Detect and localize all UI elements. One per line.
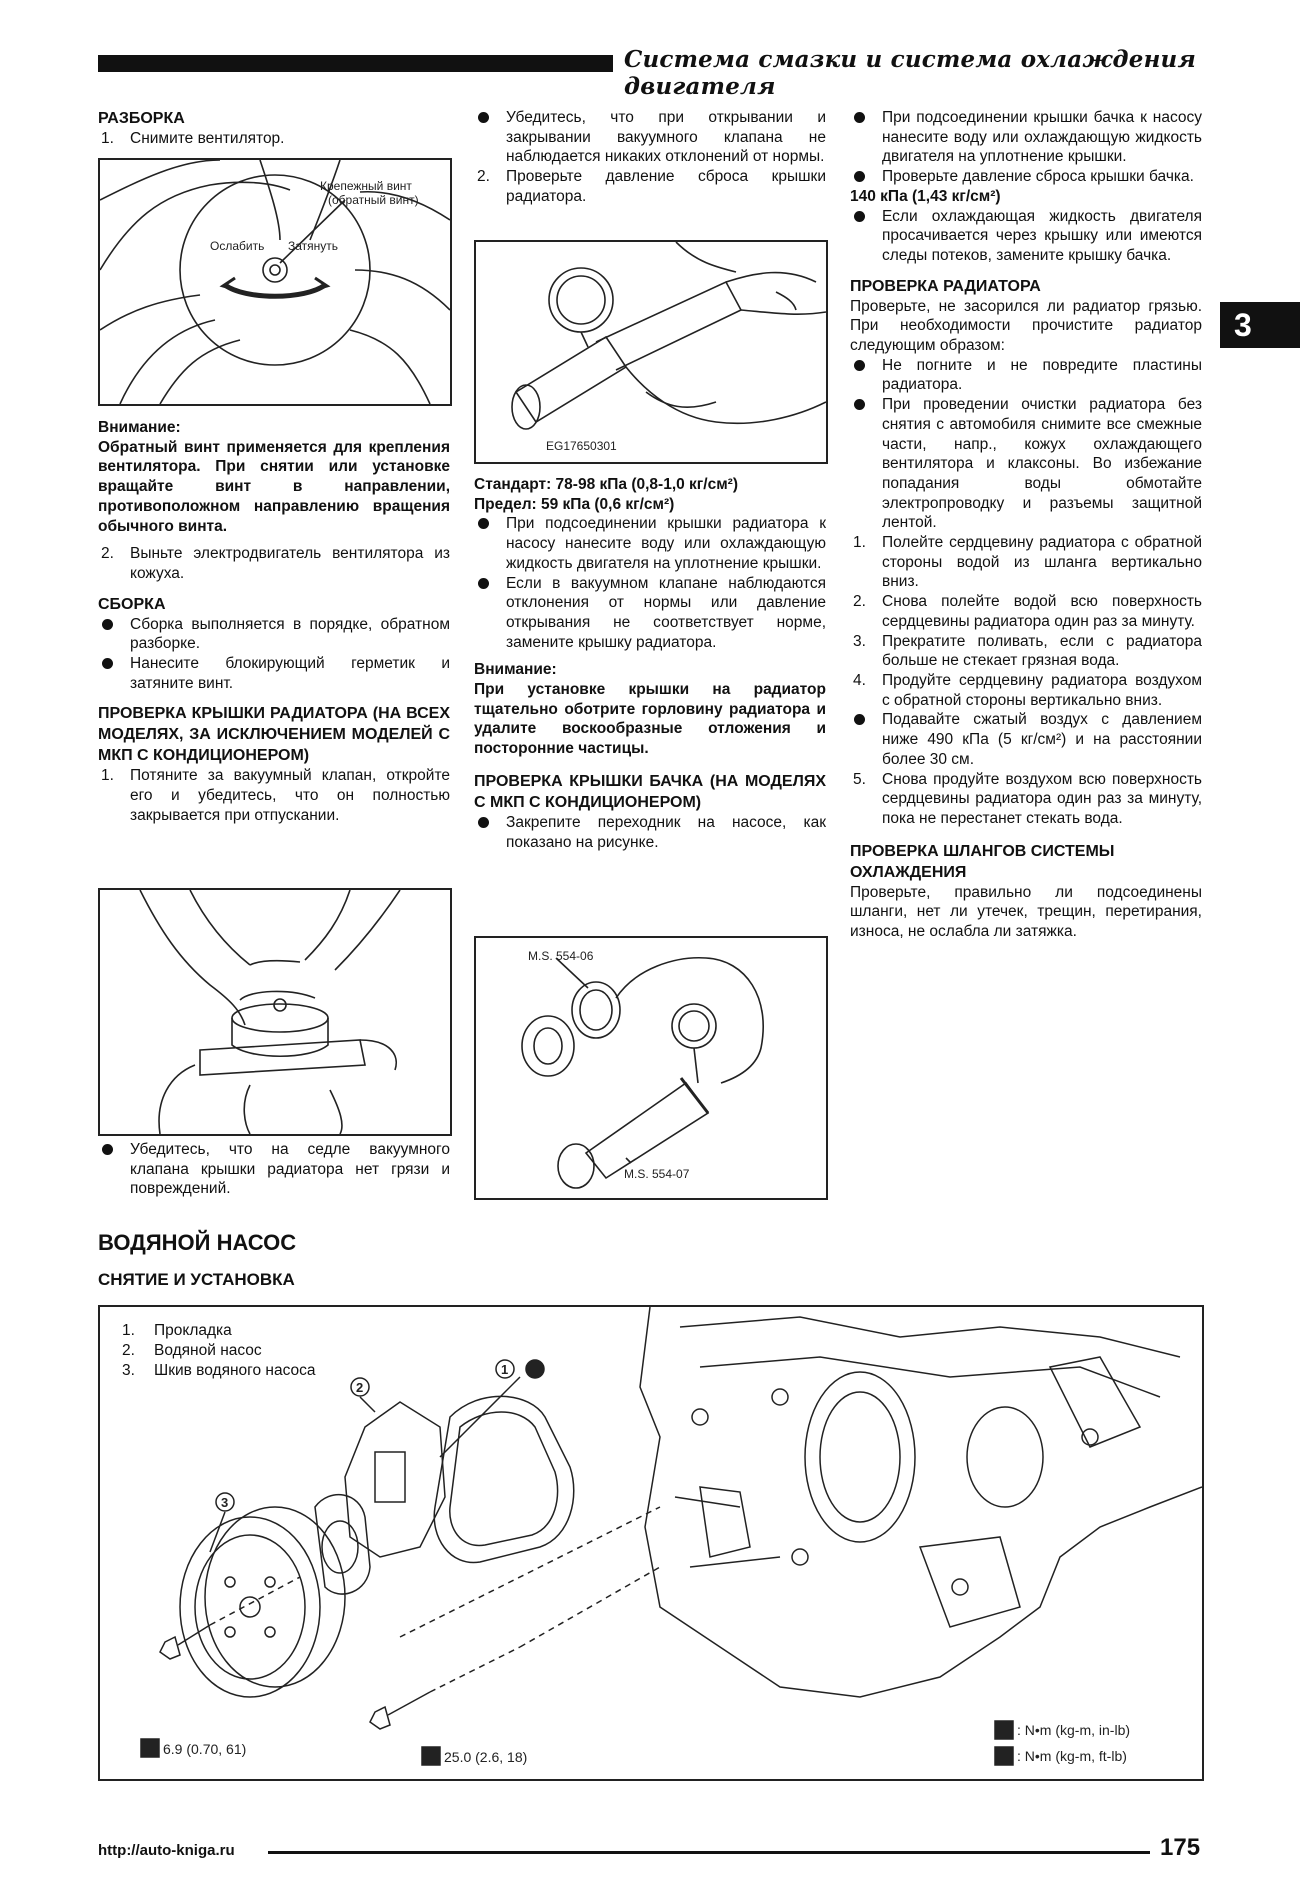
sborka-bullet-2: Нанесите блокирующий герметик и затяните винт. bbox=[98, 654, 450, 693]
section-subtitle-removal: СНЯТИЕ И УСТАНОВКА bbox=[98, 1270, 295, 1289]
label-screw-reverse: (обратный винт) bbox=[328, 193, 419, 207]
attention-2-text: При установке крышки на радиатор тщательно оботрите горловину радиатора и удалите воскообразные отложения и посторонние частицы. bbox=[474, 681, 826, 758]
step-1: 1. Снимите вентилятор. bbox=[101, 130, 285, 147]
torque-1: 6.9 (0.70, 61) bbox=[163, 1741, 247, 1757]
page-header-title: Система смазки и система охлаждения двигателя bbox=[624, 46, 1196, 100]
torque-2: 25.0 (2.6, 18) bbox=[444, 1749, 528, 1765]
tester-illustration bbox=[476, 242, 826, 462]
heading-razborka: РАЗБОРКА bbox=[98, 110, 185, 127]
heading-check-tank: ПРОВЕРКА КРЫШКИ БАЧКА (НА МОДЕЛЯХ С МКП С КОНДИЦИОНЕРОМ) bbox=[474, 772, 826, 811]
radiator-intro: Проверьте, не засорился ли радиатор грязью. При необходимости прочистите радиатор следующим образом: bbox=[850, 297, 1202, 355]
header-rule bbox=[98, 55, 613, 72]
col2-bullet-3: Если в вакуумном клапане наблюдаются отклонения от нормы или давление открывания не соответствует норме, замените крышку радиатора. bbox=[474, 574, 826, 653]
legend-item-3: 3. Шкив водяного насоса bbox=[122, 1362, 316, 1379]
cap-illustration bbox=[100, 890, 450, 1134]
figure-fan bbox=[98, 158, 452, 406]
spec-limit: Предел: 59 кПа (0,6 кг/см²) bbox=[474, 495, 675, 513]
section-title-water-pump: ВОДЯНОЙ НАСОС bbox=[98, 1230, 297, 1255]
footer-rule bbox=[268, 1851, 1150, 1854]
column-1c bbox=[98, 1140, 450, 1199]
page-number: 175 bbox=[1160, 1834, 1201, 1861]
radiator-step-5: 5. Снова продуйте воздухом всю поверхность сердцевины радиатора один раз за минуту, пока не перестанет стекать вода. bbox=[853, 770, 1202, 827]
label-ms-554-07: M.S. 554-07 bbox=[624, 1167, 690, 1181]
legend-item-2: 2. Водяной насос bbox=[122, 1342, 262, 1359]
column-1 bbox=[98, 108, 450, 149]
spec-standard: Стандарт: 78-98 кПа (0,8-1,0 кг/см²) bbox=[474, 476, 738, 493]
col3-bullet-1: При подсоединении крышки бачка к насосу нанесите воду или охлаждающую жидкость двигателя на уплотнение крышки. bbox=[850, 108, 1202, 167]
heading-check-hoses: ПРОВЕРКА ШЛАНГОВ СИСТЕМЫ ОХЛАЖДЕНИЯ bbox=[850, 842, 1115, 881]
column-3 bbox=[850, 108, 1202, 942]
col3-bullet-3: Если охлаждающая жидкость двигателя просачивается через крышку или имеются следы потеков, замените крышку бачка. bbox=[850, 207, 1202, 266]
label-ms-554-06: M.S. 554-06 bbox=[528, 949, 594, 963]
column-2 bbox=[474, 108, 826, 207]
figure-tank-adapter bbox=[474, 936, 828, 1200]
heading-sborka: СБОРКА bbox=[98, 595, 166, 613]
col2-bullet-2: При подсоединении крышки радиатора к насосу нанесите воду или охлаждающую жидкость двигателя на уплотнение крышки. bbox=[474, 514, 826, 573]
figure-cap-vacuum bbox=[98, 888, 452, 1136]
footer-url[interactable]: http://auto-kniga.ru bbox=[98, 1842, 235, 1859]
callout-1: 1 bbox=[501, 1362, 509, 1377]
pump-legend bbox=[122, 1321, 315, 1381]
column-2b bbox=[474, 475, 826, 852]
radiator-step-4: 4. Продуйте сердцевину радиатора воздухом с обратной стороны вертикально вниз. bbox=[853, 671, 1202, 709]
tank-bullet-1: Закрепите переходник на насосе, как показано на рисунке. bbox=[474, 813, 826, 852]
step-2: 2. Выньте электродвигатель вентилятора из кожуха. bbox=[101, 545, 450, 582]
col3-bullet-2: Проверьте давление сброса крышки бачка. bbox=[850, 167, 1202, 187]
figure-pressure-tester bbox=[474, 240, 828, 464]
chapter-tab: 3 bbox=[1220, 302, 1300, 348]
heading-check-radiator: ПРОВЕРКА РАДИАТОРА bbox=[850, 277, 1041, 295]
attention-1-text: Обратный винт применяется для крепления вентилятора. При снятии или установке вращайте винт в направлении, противоположном направлению вращения обычного винта. bbox=[98, 438, 450, 535]
check-cap-bullet-1: Убедитесь, что на седле вакуумного клапана крышки радиатора нет грязи и повреждений. bbox=[98, 1140, 450, 1199]
adapter-illustration bbox=[476, 938, 826, 1198]
figure-code: EG17650301 bbox=[546, 439, 617, 453]
radiator-bullet-2: При проведении очистки радиатора без снятия с автомобиля снимите все смежные части, напр., кожух охлаждающего вентилятора и клаксоны. Во избежание попадания воды обмотайте электропроводку и разъемы защитной лентой. bbox=[850, 395, 1202, 533]
radiator-bullet-1: Не погните и не повредите пластины радиатора. bbox=[850, 356, 1202, 395]
legend-item-1: 1. Прокладка bbox=[122, 1322, 232, 1339]
attention-2-heading: Внимание: bbox=[474, 661, 557, 679]
radiator-step-3: 3. Прекратите поливать, если с радиатора больше не стекает грязная вода. bbox=[853, 632, 1202, 670]
radiator-bullet-3: Подавайте сжатый воздух с давлением ниже 490 кПа (5 кг/см²) и на расстоянии более 30 см. bbox=[850, 710, 1202, 769]
column-1b bbox=[98, 418, 450, 826]
label-tighten: Затянуть bbox=[288, 239, 339, 253]
heading-check-cap: ПРОВЕРКА КРЫШКИ РАДИАТОРА (НА ВСЕХ МОДЕЛЯХ, ЗА ИСКЛЮЧЕНИЕМ МОДЕЛЕЙ С МКП С КОНДИЦИОНЕРОМ) bbox=[98, 705, 450, 765]
callout-3: 3 bbox=[221, 1495, 229, 1510]
sborka-bullet-1: Сборка выполняется в порядке, обратном разборке. bbox=[98, 615, 450, 654]
fan-illustration bbox=[100, 160, 450, 404]
figure-water-pump-exploded bbox=[98, 1305, 1204, 1781]
torque-unit-ft-lb: : N•m (kg-m, ft-lb) bbox=[1017, 1748, 1127, 1764]
check-cap-step-1: 1. Потяните за вакуумный клапан, откройте его и убедитесь, что он полностью закрывается при отпускании. bbox=[101, 767, 450, 824]
col2-bullet-1: Убедитесь, что при открывании и закрывании вакуумного клапана не наблюдается никаких отклонений от нормы. bbox=[474, 108, 826, 167]
spec-tank-pressure: 140 кПа (1,43 кг/см²) bbox=[850, 187, 1001, 205]
radiator-step-2: 2. Снова полейте водой всю поверхность сердцевины радиатора один раз за минуту. bbox=[853, 593, 1202, 630]
hoses-text: Проверьте, правильно ли подсоединены шланги, нет ли утечек, трещин, перетирания, износа, не ослабла ли затяжка. bbox=[850, 883, 1202, 941]
radiator-step-1: 1. Полейте сердцевину радиатора с обратной стороны водой из шланга вертикально вниз. bbox=[853, 534, 1202, 591]
col2-step-2: 2. Проверьте давление сброса крышки радиатора. bbox=[477, 168, 826, 205]
torque-unit-in-lb: : N•m (kg-m, in-lb) bbox=[1017, 1722, 1131, 1738]
attention-1-heading: Внимание: bbox=[98, 419, 181, 436]
label-screw: Крепежный винт bbox=[320, 179, 412, 193]
callout-2: 2 bbox=[356, 1380, 364, 1395]
label-loosen: Ослабить bbox=[210, 239, 265, 253]
